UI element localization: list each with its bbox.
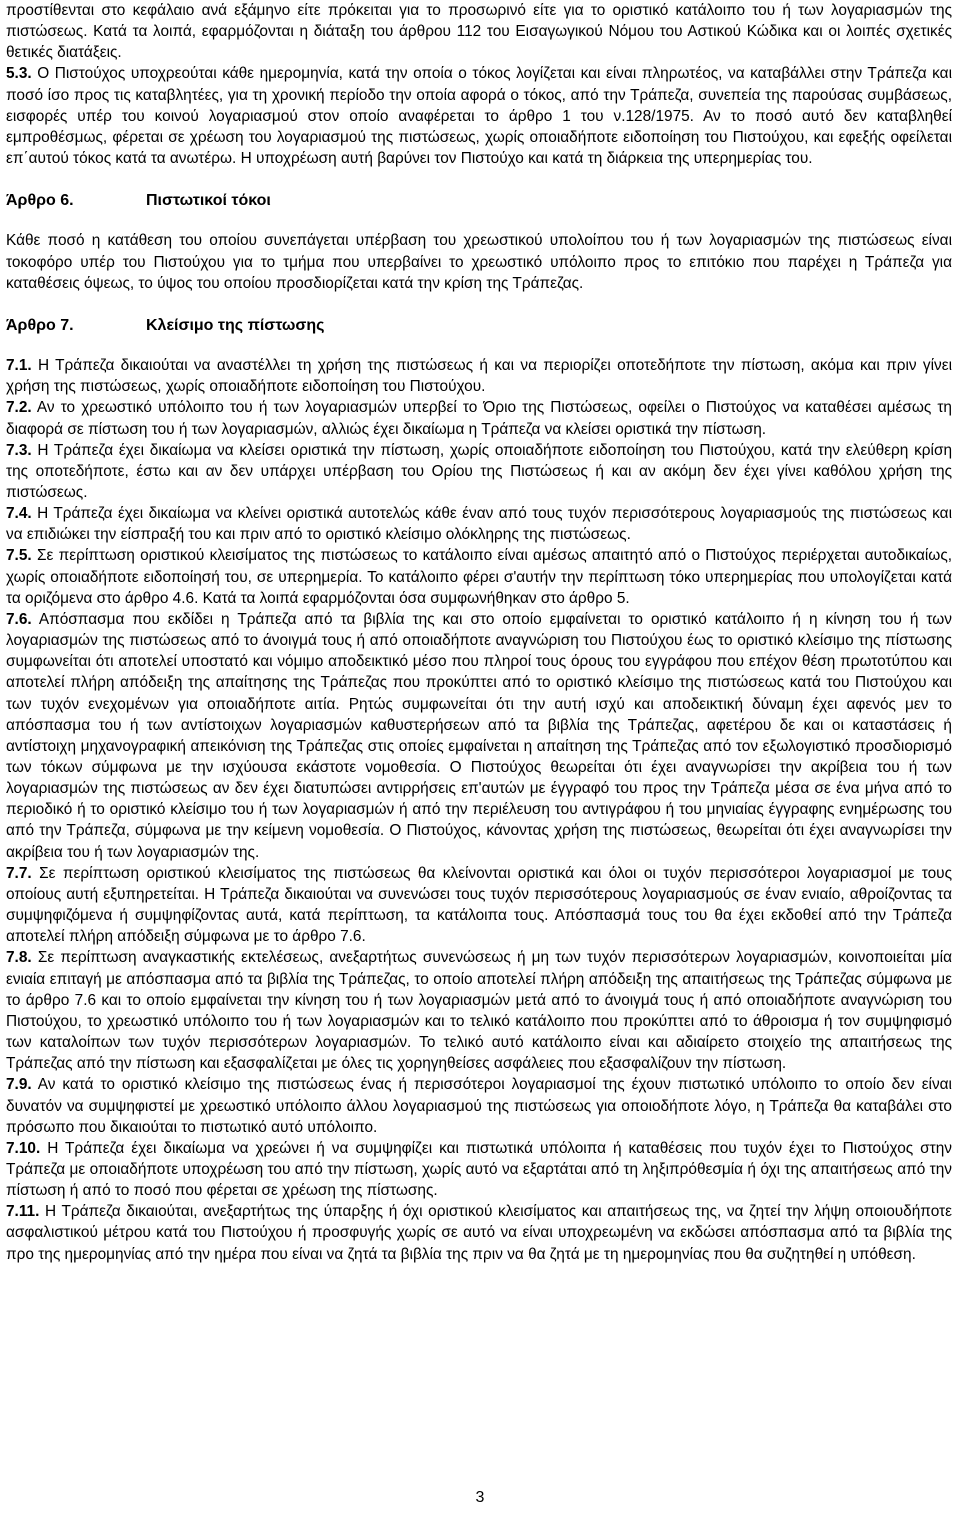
- article-6-paragraph: Κάθε ποσό η κατάθεση του οποίου συνεπάγεται υπέρβαση του χρεωστικού υπολοίπου του ή των λογαριασμών της πιστώσεως είναι τοκοφόρο υπέρ του Πιστούχου για το τμήμα που υπερβαίνει το χρεωστικό υπόλοιπο προς το επιτόκιο που παρέχει η Τράπεζα για καταθέσεις όψεως, το ύψος του οποίου προσδιορίζεται κατά την κρίση της Τράπεζας.: [6, 232, 952, 292]
- clause-7-7: [6, 863, 952, 948]
- document-page: [6, 0, 952, 1265]
- clause-text: Η Τράπεζα δικαιούται να αναστέλλει τη χρήση της πιστώσεως ή και να περιορίζει οποτεδήποτε την πίστωση, ακόμα και πριν γίνει χρήση της πιστώσεως, χωρίς οποιαδήποτε ειδοποίηση του Πιστούχου.: [6, 357, 953, 396]
- clause-5-3: [6, 63, 952, 169]
- clause-text: Η Τράπεζα έχει δικαίωμα να κλείσει οριστικά την πίστωση, χωρίς οποιαδήποτε ειδοποίηση του Πιστούχου, κατά την ελεύθερη κρίση της οποτεδήποτε, έστω και αν δεν υπάρχει υπέρβαση του Ορίου της Πιστώσεως ή και αν ακόμη δεν έχει γίνει καθόλου χρήση της πιστώσεως.: [6, 441, 952, 501]
- clause-7-9: [6, 1074, 952, 1137]
- clause-number: 7.2.: [6, 399, 32, 417]
- page-number: 3: [475, 1489, 485, 1506]
- clause-number: 7.6.: [6, 610, 32, 628]
- clause-text: Σε περίπτωση αναγκαστικής εκτελέσεως, ανεξαρτήτως συνενώσεως ή μη των τυχόν περισσότερων λογαριασμών, κοινοποιείται μία ενιαία επιταγή με απόσπασμα από τα βιβλία της Τράπεζας, το οποίο αποτελεί πλήρη απόδειξη της απαιτήσεως της Τράπεζας σύμφωνα με το άρθρο 7.6 και το οποίο εμφαίνεται την κίνηση του ή των λογαριασμών μετά από το άνοιγμά τους ή από οποιαδήποτε αναγνώριση του Πιστούχου, το χρεωστικό υπόλοιπο του ή των λογαριασμών και το τελικό κατάλοιπο που προκύπτει από το άθροισμα ή τον συμψηφισμό των καταλοίπων των τυχόν περισσότερων λογαριασμών. Το τελικό αυτό κατάλοιπο είναι και αδιαίρετο στοιχείο της απαιτήσεως της Τράπεζας από την πίστωση και εξασφαλίζεται με όλες τις χορηγηθείσες ασφάλειες που εξασφαλίζουν την πίστωση.: [6, 949, 952, 1073]
- article-6-heading: [6, 190, 952, 211]
- article-title: Κλείσιμο της πίστωσης: [146, 316, 325, 334]
- clause-number: 7.9.: [6, 1076, 32, 1094]
- clause-7-1: [6, 355, 952, 397]
- intro-paragraph: προστίθενται στο κεφάλαιο ανά εξάμηνο είτε πρόκειται για το προσωρινό είτε για το οριστικό κατάλοιπο του ή των λογαριασμών της πιστώσεως. Κατά τα λοιπά, εφαρμόζονται η διάταξη του άρθρου 112 του Εισαγωγικού Νόμου του Αστικού Κώδικα και οι λοιπές σχετικές θετικές διατάξεις.: [6, 2, 952, 62]
- clause-number: 7.4.: [6, 505, 32, 523]
- clause-text: Η Τράπεζα έχει δικαίωμα να χρεώνει ή να συμψηφίζει και πιστωτικά υπόλοιπα ή καταθέσεις που τυχόν έχει το Πιστούχος στην Τράπεζα με οποιαδήποτε υποχρέωση του από την πίστωση, χωρίς αυτό να εξαρτάται από τη ληξιπρόθεσμία ή όχι της απαιτήσεως από την πίστωση ή από το ποσό που φέρεται σε χρέωση της πίστωσης.: [6, 1139, 952, 1200]
- article-number: Άρθρο 6.: [6, 192, 74, 210]
- clause-number: 5.3.: [6, 65, 32, 83]
- clause-7-6: [6, 609, 952, 863]
- clause-7-3: [6, 440, 952, 503]
- clause-text: Απόσπασμα που εκδίδει η Τράπεζα από τα βιβλία της και στο οποίο εμφαίνεται το οριστικό κατάλοιπο ή η κίνηση του ή των λογαριασμών της πιστώσεως από το άνοιγμά τους ή από οποιαδήποτε αναγνώριση του Πιστούχου έως το οριστικό κλείσιμο της πίστωσης συμφωνείται ότι αποτελεί υποστατό και νόμιμο αποδεικτικό μέσο που πληροί τους όρους του εγγράφου που επέχον θέση πρωτοτύπου και αποτελεί πλήρη απόδειξη της απαίτησης της Τράπεζας που προκύπτει από το οριστικό κλείσιμο της πιστώσεως κατά του Πιστούχου και των τυχόν ενεχομένων για οποιαδήποτε αιτία. Ρητώς συμφωνείται ότι την αυτή ισχύ και αποδεικτική δύναμη έχει αφενός μεν το απόσπασμα του ή των αντίστοιχων λογαριασμών καθυστερήσεων από τα βιβλία της Τράπεζας, αφετέρου δε και οι καταστάσεις ή αντίστοιχη μηχανογραφική απεικόνιση της Τράπεζας στις οποίες εμφαίνεται η απαίτηση της Τράπεζας από τον εξωλογιστικό προσδιορισμό των τόκων σύμφωνα με την ισχύουσα εκάστοτε νομοθεσία. Ο Πιστούχος θεωρείται ότι έχει αναγνωρίσει την ακρίβεια του ή των λογαριασμών της πιστώσεως αν δεν έχει διατυπώσει αντιρρήσεις επ'αυτών με έγγραφό του προς την Τράπεζα μέσα σε ένα μήνα από το περιοδικό ή το οριστικό κλείσιμο του ή των λογαριασμών ή από την περιέλευση του αντιγράφου ή του μηνιαίας έγγραφης ενημέρωσης του από την Τράπεζα, σύμφωνα με την κείμενη νομοθεσία. Ο Πιστούχος, κάνοντας χρήση της πιστώσεως, θεωρείται ότι έχει αναγνωρίσει την ακρίβεια του ή των λογαριασμών της.: [6, 610, 953, 861]
- article-number: Άρθρο 7.: [6, 316, 74, 334]
- clause-7-8: [6, 947, 952, 1074]
- clause-number: 7.8.: [6, 949, 32, 967]
- clause-7-4: [6, 503, 952, 545]
- clause-number: 7.11.: [6, 1203, 40, 1221]
- clause-number: 7.10.: [6, 1139, 41, 1157]
- clause-number: 7.7.: [6, 864, 32, 882]
- article-7-heading: [6, 315, 952, 336]
- clause-7-2: [6, 397, 952, 439]
- clause-7-11: [6, 1201, 952, 1264]
- clause-text: Ο Πιστούχος υποχρεούται κάθε ημερομηνία, κατά την οποία ο τόκος λογίζεται και είναι πληρωτέος, να καταβάλλει στην Τράπεζα και ποσό ίσο προς τις καταβλητέες, για τη χρονική περίοδο την οποία αφορά ο τόκος, από την Τράπεζα, συνεπεία της παρούσας συμβάσεως, εισφορές υπέρ του κοινού λογαριασμού στον οποίο αναφέρεται το άρθρο 1 του ν.128/1975. Αν το ποσό αυτό δεν καταβληθεί εμπροθέσμως, φέρεται σε χρέωση του λογαριασμού της πιστώσεως, χωρίς οποιαδήποτε ειδοποίηση του Πιστούχου, και εφεξής οφείλεται επ΄αυτού τόκος κατά τα ανωτέρω. Η υποχρέωση αυτή βαρύνει τον Πιστούχο και κατά τη διάρκεια της υπερημερίας του.: [6, 65, 952, 168]
- clause-number: 7.5.: [6, 547, 32, 565]
- clause-7-10: [6, 1138, 952, 1201]
- clause-text: Η Τράπεζα δικαιούται, ανεξαρτήτως της ύπαρξης ή όχι οριστικού κλεισίματος και απαιτήσεως της, να ζητεί την λήψη οποιουδήποτε ασφαλιστικού μέτρου κατά του Πιστούχου ή προσφυγής χωρίς σε αυτό να είναι υποχρεωμένη να εκδώσει απόσπασμα από τα βιβλία της προ της ημερομηνίας από την ημέρα που είναι να ζητά τα βιβλία της πριν να θα ζητά με τη ημερομηνίας που θα συζητηθεί η υπόθεση.: [6, 1203, 952, 1263]
- clause-number: 7.1.: [6, 357, 32, 375]
- clause-text: Η Τράπεζα έχει δικαίωμα να κλείνει οριστικά αυτοτελώς κάθε έναν από τους τυχόν περισσότερους λογαριασμούς της πιστώσεως και να επιδιώκει την είσπραξή του και πριν από το οριστικό κλείσιμο ολόκληρης της πιστώσεως.: [6, 505, 952, 544]
- clause-text: Σε περίπτωση οριστικού κλεισίματος της πιστώσεως θα κλείνονται οριστικά και όλοι οι τυχόν περισσότεροι λογαριασμοί με τους οποίους αυτή εξυπηρετείται. Η Τράπεζα δικαιούται να συνενώσει τους τυχόν περισσότερους λογαριασμούς σε έναν ενιαίο, αθροίζοντας τα συμψηφιζόμενα ή συμψηφίζοντας αυτά, κατά περίπτωση, τα κατάλοιπα τους. Απόσπασμά τους του θα έχει εκδοθεί από την Τράπεζα αποτελεί πλήρη απόδειξη σύμφωνα με το άρθρο 7.6.: [6, 864, 952, 946]
- clause-7-5: [6, 545, 952, 608]
- clause-text: Αν το χρεωστικό υπόλοιπο του ή των λογαριασμών υπερβεί το Όριο της Πιστώσεως, οφείλει ο Πιστούχος να καταθέσει αμέσως τη διαφορά σε πίστωση του ή των λογαριασμών, αλλιώς έχει δικαίωμα η Τράπεζα να κλείσει οριστικά την πίστωση.: [6, 399, 952, 438]
- clause-number: 7.3.: [6, 441, 32, 459]
- clause-text: Σε περίπτωση οριστικού κλεισίματος της πιστώσεως το κατάλοιπο είναι αμέσως απαιτητό από ο Πιστούχος περιέρχεται αυτοδικαίως, χωρίς οποιαδήποτε ειδοποίησή του, σε υπερημερία. Το κατάλοιπο φέρει σ'αυτήν την περίπτωση τόκο υπερημερίας που υπολογίζεται κατά τα οριζόμενα στο άρθρο 4.6. Κατά τα λοιπά εφαρμόζονται όσα συμφωνήθηκαν στο άρθρο 5.: [6, 547, 953, 607]
- clause-text: Αν κατά το οριστικό κλείσιμο της πιστώσεως ένας ή περισσότεροι λογαριασμοί της έχουν πιστωτικό υπόλοιπο το οποίο δεν είναι δυνατόν να συμψηφιστεί με χρεωστικό υπόλοιπο άλλου λογαριασμού της πιστώσεως για οποιοδήποτε λόγο, η Τράπεζα θα καταβάλει στο πρόσωπο που δικαιούται το πιστωτικό αυτό υπόλοιπο.: [6, 1076, 952, 1136]
- article-title: Πιστωτικοί τόκοι: [146, 192, 271, 210]
